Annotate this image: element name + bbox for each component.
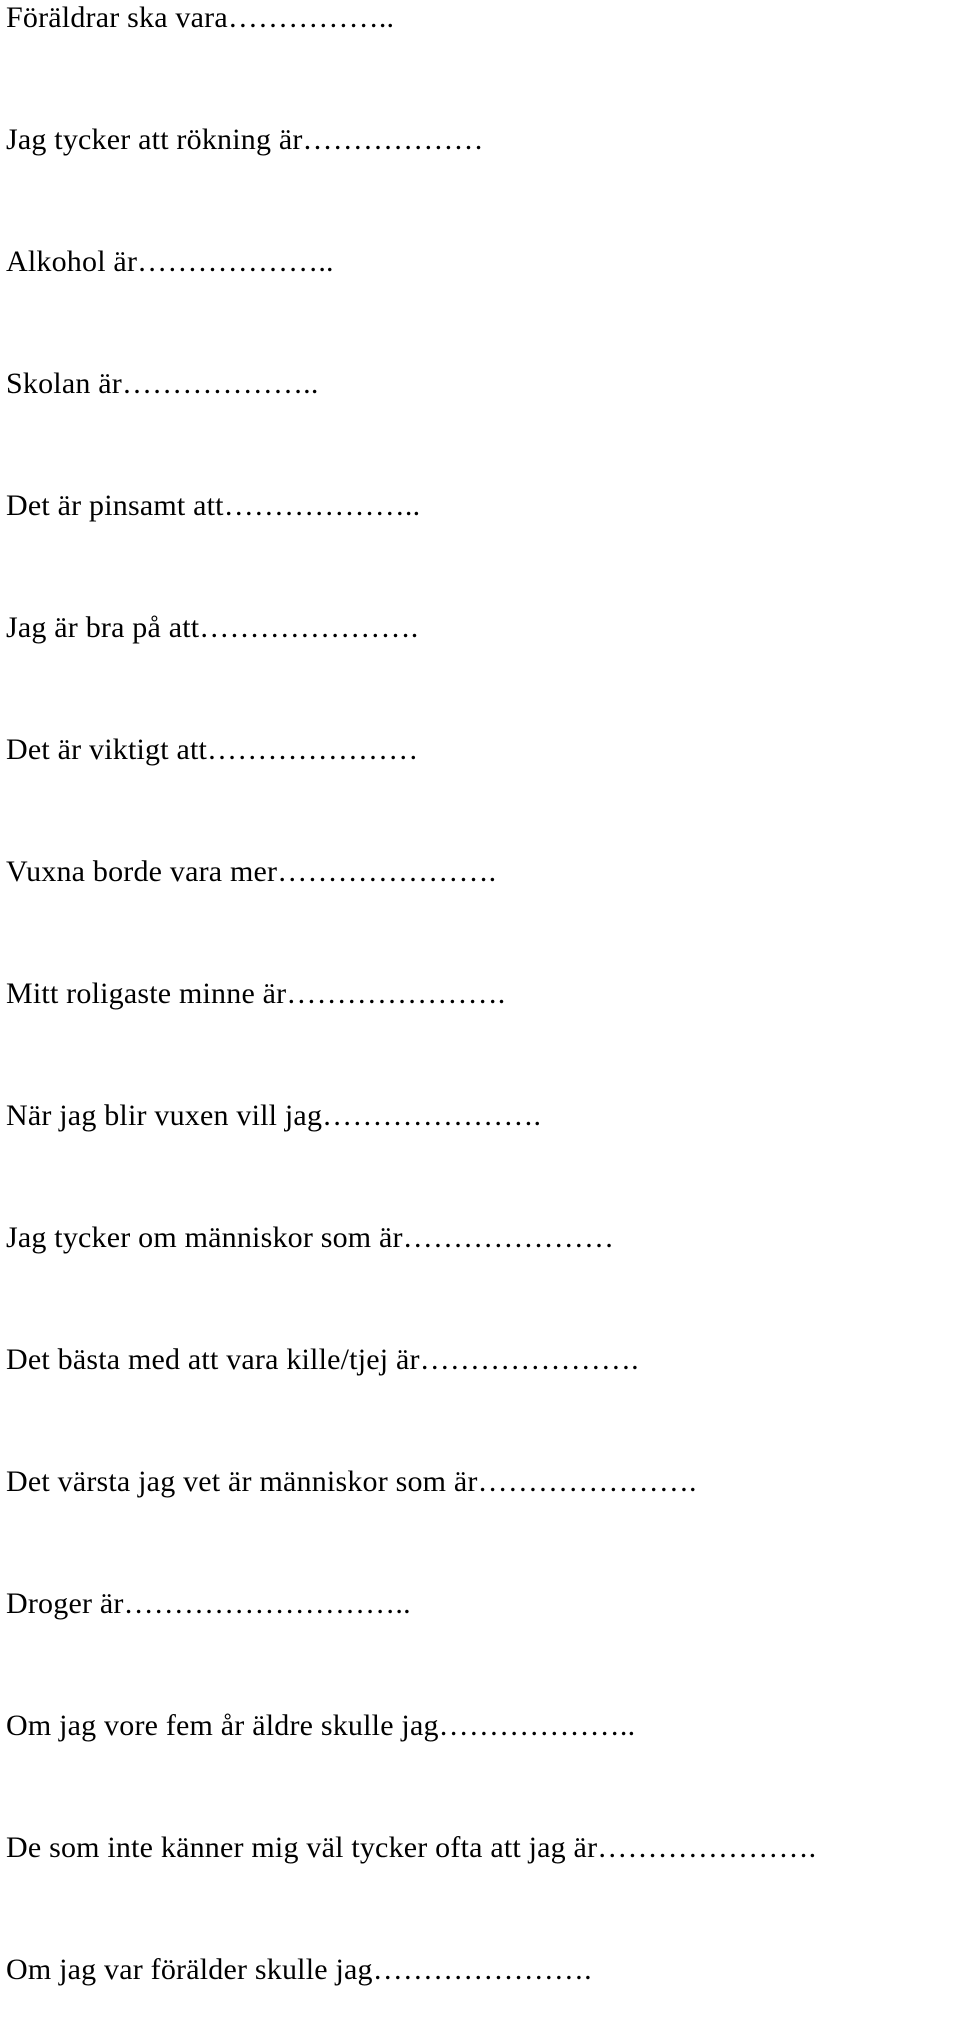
prompt-line: Skolan är……………….. <box>6 367 319 400</box>
prompt-line: Jag är bra på att…………………. <box>6 611 419 644</box>
prompt-line: Jag tycker om människor som är………………… <box>6 1221 615 1254</box>
prompt-line: Föräldrar ska vara…………….. <box>6 1 395 34</box>
prompt-line: Det värsta jag vet är människor som är…………………. <box>6 1465 697 1498</box>
prompt-line: Det är viktigt att………………… <box>6 733 419 766</box>
prompt-line: Om jag var förälder skulle jag…………………. <box>6 1953 592 1986</box>
prompt-line: Vuxna borde vara mer…………………. <box>6 855 497 888</box>
prompt-line: Mitt roligaste minne är…………………. <box>6 977 506 1010</box>
prompt-line: Det bästa med att vara kille/tjej är…………………. <box>6 1343 639 1376</box>
prompt-line: Droger är……………………….. <box>6 1587 411 1620</box>
prompt-line: De som inte känner mig väl tycker ofta att jag är…………………. <box>6 1831 817 1864</box>
prompt-line: När jag blir vuxen vill jag…………………. <box>6 1099 542 1132</box>
prompt-line: Om jag vore fem år äldre skulle jag……………….. <box>6 1709 636 1742</box>
prompt-line: Alkohol är……………….. <box>6 245 334 278</box>
prompt-line: Jag tycker att rökning är……………… <box>6 123 484 156</box>
prompt-line: Det är pinsamt att……………….. <box>6 489 421 522</box>
